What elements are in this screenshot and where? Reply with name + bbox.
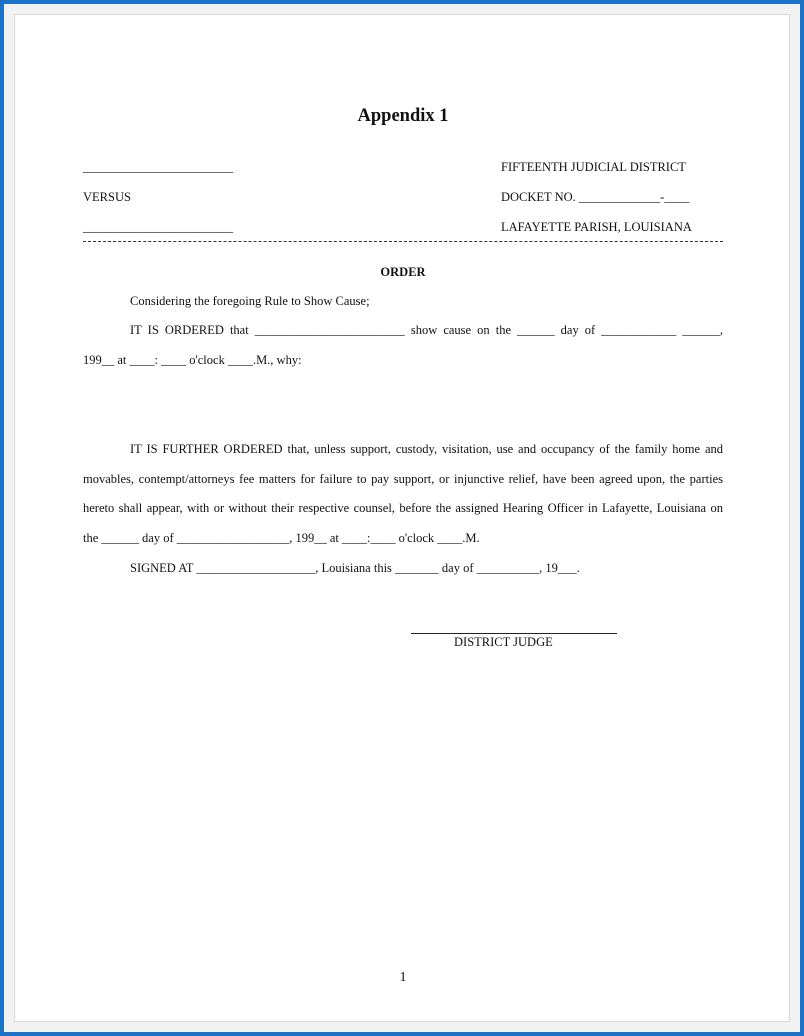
header-divider [83, 241, 723, 242]
signature-line [411, 633, 617, 634]
document-page [14, 14, 790, 1022]
document-frame [4, 4, 800, 1032]
defendant-blank: ________________________ [83, 220, 233, 234]
document-title: Appendix 1 [357, 106, 449, 126]
signed-at-line: SIGNED AT ___________________, Louisiana this _______ day of __________, 19___. [130, 561, 580, 575]
docket-number: DOCKET NO. _____________-____ [501, 190, 690, 204]
versus-label: VERSUS [83, 190, 131, 204]
paragraph-further-line-3: hereto shall appear, with or without their respective counsel, before the assigned Hearing Officer in Lafayette, Louisiana on [83, 501, 723, 515]
plaintiff-blank: ________________________ [83, 160, 233, 174]
court-name: FIFTEENTH JUDICIAL DISTRICT [501, 160, 686, 174]
paragraph-further-line-1: IT IS FURTHER ORDERED that, unless support, custody, visitation, use and occupancy of the family home and [130, 442, 723, 456]
paragraph-considering: Considering the foregoing Rule to Show Cause; [130, 294, 370, 308]
order-heading: ORDER [380, 265, 426, 279]
page-number: 1 [399, 970, 407, 985]
paragraph-ordered-line-2: 199__ at ____: ____ o'clock ____.M., why: [83, 353, 302, 367]
paragraph-ordered-line-1: IT IS ORDERED that ________________________ show cause on the ______ day of ____________ ______, [130, 323, 723, 337]
paragraph-further-line-2: movables, contempt/attorneys fee matters for failure to pay support, or injunctive relief, have been agreed upon, the parties [83, 472, 723, 486]
district-judge-label: DISTRICT JUDGE [454, 635, 553, 649]
parish-name: LAFAYETTE PARISH, LOUISIANA [501, 220, 692, 234]
paragraph-further-line-4: the ______ day of __________________, 199__ at ____:____ o'clock ____.M. [83, 531, 480, 545]
